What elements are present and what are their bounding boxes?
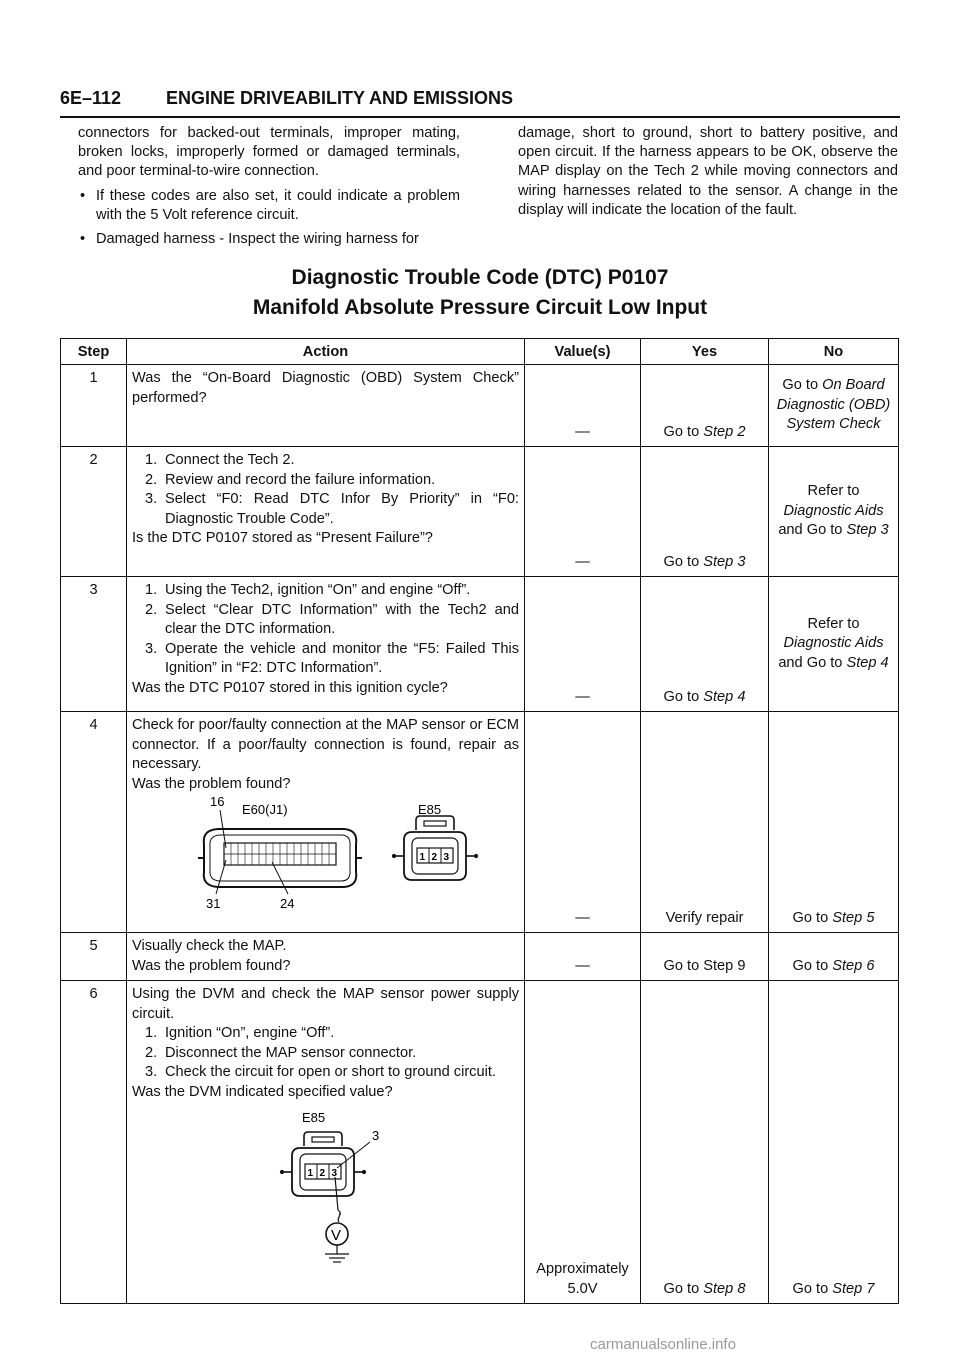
table-row xyxy=(61,981,899,1304)
map-connector-icon xyxy=(280,1132,370,1222)
section-title: ENGINE DRIVEABILITY AND EMISSIONS xyxy=(166,88,514,108)
obd-check-link[interactable]: On Board Diagnostic (OBD) System Check xyxy=(776,377,891,433)
action-text: Using the DVM and check the MAP sensor power supply circuit. xyxy=(132,986,519,1022)
intro-left-column xyxy=(78,124,460,254)
action-text: Check for poor/faulty connection at the MAP sensor or ECM connector. If a poor/faulty connection is found, repair as necessary. xyxy=(132,717,519,772)
step-number: 2 xyxy=(61,447,127,577)
table-row xyxy=(61,447,899,577)
yes-cell: Go to Step 2 xyxy=(641,365,769,447)
map-pin-label: 2 xyxy=(431,852,438,863)
action-question: Was the DTC P0107 stored in this ignition cycle? xyxy=(132,679,448,696)
action-question: Was the problem found? xyxy=(132,775,291,792)
ecm-pin-31-label: 31 xyxy=(206,896,221,911)
table-row xyxy=(61,712,899,933)
no-cell: Go to Step 7 xyxy=(769,981,899,1304)
action-item: 3. Check the circuit for open or short to ground circuit. xyxy=(145,1064,496,1080)
yes-cell: Go to Step 4 xyxy=(641,577,769,712)
connector-diagram xyxy=(132,794,518,912)
map-pin-label: 3 xyxy=(331,1168,338,1179)
step-number: 5 xyxy=(61,933,127,981)
step-link[interactable]: Step 4 xyxy=(846,654,889,671)
action-text: Was the “On-Board Diagnostic (OBD) System Check” performed? xyxy=(127,365,525,447)
intro-bullet: • Damaged harness - Inspect the wiring harness for xyxy=(78,230,460,249)
action-cell xyxy=(127,933,525,981)
action-item: 2. Disconnect the MAP sensor connector. xyxy=(145,1044,417,1061)
action-cell xyxy=(127,447,525,577)
watermark: carmanualsonline.info xyxy=(590,1336,736,1353)
header-no: No xyxy=(769,339,899,365)
dtc-subtitle: Manifold Absolute Pressure Circuit Low Input xyxy=(252,296,708,319)
map-connector-label: E85 xyxy=(302,1110,326,1125)
action-item: 1. Ignition “On”, engine “Off”. xyxy=(145,1025,335,1041)
action-text: Visually check the MAP. xyxy=(132,938,287,954)
table-row xyxy=(61,577,899,712)
dtc-title: Diagnostic Trouble Code (DTC) P0107 xyxy=(291,266,669,289)
no-cell: Refer to Diagnostic Aids and Go to Step 3 xyxy=(769,447,899,577)
action-question: Was the DVM indicated specified value? xyxy=(132,1083,393,1100)
diagnostic-aids-link[interactable]: Diagnostic Aids xyxy=(783,635,884,652)
step-number: 3 xyxy=(61,577,127,712)
action-item: 2. Select “Clear DTC Information” with the Tech2 and clear the DTC information. xyxy=(145,601,519,637)
value-cell: — xyxy=(525,933,641,981)
ecm-pin-16-label: 16 xyxy=(210,794,225,809)
yes-cell: Go to Step 8 xyxy=(641,981,769,1304)
ecm-connector-icon xyxy=(198,810,362,894)
value-cell: — xyxy=(525,712,641,933)
no-cell: Go to On Board Diagnostic (OBD) System Check xyxy=(769,365,899,447)
header-action: Action xyxy=(127,339,525,365)
dvm-test-diagram xyxy=(132,1102,518,1264)
map-connector-icon xyxy=(392,816,477,880)
action-item: 2. Review and record the failure information. xyxy=(145,471,436,488)
action-cell xyxy=(127,981,525,1304)
action-item: 3. Select “F0: Read DTC Infor By Priority” in “F0: Diagnostic Trouble Code”. xyxy=(145,491,519,527)
value-cell: — xyxy=(525,447,641,577)
action-item: 3. Operate the vehicle and monitor the “F5: Failed This Ignition” in “F2: DTC Information”. xyxy=(145,640,519,676)
no-cell: Go to Step 6 xyxy=(769,933,899,981)
pin-callout-label: 3 xyxy=(372,1128,380,1143)
intro-paragraph: connectors for backed-out terminals, improper mating, broken locks, improperly formed or damaged terminals, and poor terminal-to-wire connection. xyxy=(78,125,460,180)
header-values: Value(s) xyxy=(525,339,641,365)
ecm-pin-24-label: 24 xyxy=(280,896,295,911)
step-link[interactable]: Step 3 xyxy=(846,522,889,539)
step-link[interactable]: Step 6 xyxy=(832,957,875,974)
intro-paragraph: damage, short to ground, short to battery positive, and open circuit. If the harness appears to be OK, observe the MAP display on the Tech 2 while moving connectors and wiring harnesses related to the sensor. A change in the display will indicate the location of the fault. xyxy=(518,125,898,218)
action-cell xyxy=(127,712,525,933)
step-number: 1 xyxy=(61,365,127,447)
map-pin-label: 1 xyxy=(419,852,426,863)
page-header xyxy=(60,86,900,118)
diagnostic-table xyxy=(60,338,899,1304)
map-pin-label: 3 xyxy=(443,852,450,863)
intro-right-column xyxy=(518,124,898,225)
step-link[interactable]: Step 4 xyxy=(703,688,746,705)
step-link[interactable]: Step 2 xyxy=(703,423,746,440)
step-link[interactable]: Step 5 xyxy=(832,909,875,926)
value-cell: — xyxy=(525,365,641,447)
yes-cell: Go to Step 3 xyxy=(641,447,769,577)
ecm-connector-label: E60(J1) xyxy=(242,802,288,817)
action-question: Is the DTC P0107 stored as “Present Failure”? xyxy=(132,530,433,546)
step-number: 4 xyxy=(61,712,127,933)
header-step: Step xyxy=(61,339,127,365)
section-number: 6E–112 xyxy=(60,88,122,108)
step-link[interactable]: Step 7 xyxy=(832,1280,875,1297)
intro-bullet: • If these codes are also set, it could indicate a problem with the 5 Volt reference circuit. xyxy=(78,187,460,225)
map-pin-label: 2 xyxy=(319,1168,326,1179)
voltmeter-label: V xyxy=(331,1227,342,1244)
step-link[interactable]: Step 3 xyxy=(703,553,746,570)
no-cell: Refer to Diagnostic Aids and Go to Step 4 xyxy=(769,577,899,712)
step-link[interactable]: Step 8 xyxy=(703,1280,746,1297)
action-cell xyxy=(127,577,525,712)
step-number: 6 xyxy=(61,981,127,1304)
action-item: 1. Connect the Tech 2. xyxy=(145,452,295,468)
action-item: 1. Using the Tech2, ignition “On” and engine “Off”. xyxy=(145,582,471,598)
value-cell: — xyxy=(525,577,641,712)
yes-cell: Go to Step 9 xyxy=(641,933,769,981)
no-cell: Go to Step 5 xyxy=(769,712,899,933)
yes-cell: Verify repair xyxy=(641,712,769,933)
value-cell: Approximately 5.0V xyxy=(525,981,641,1304)
table-row xyxy=(61,365,899,447)
diagnostic-aids-link[interactable]: Diagnostic Aids xyxy=(783,502,884,519)
header-yes: Yes xyxy=(641,339,769,365)
map-connector-label: E85 xyxy=(418,802,442,817)
table-row xyxy=(61,933,899,981)
map-pin-label: 1 xyxy=(307,1168,314,1179)
action-question: Was the problem found? xyxy=(132,957,291,974)
table-header-row xyxy=(61,339,899,365)
